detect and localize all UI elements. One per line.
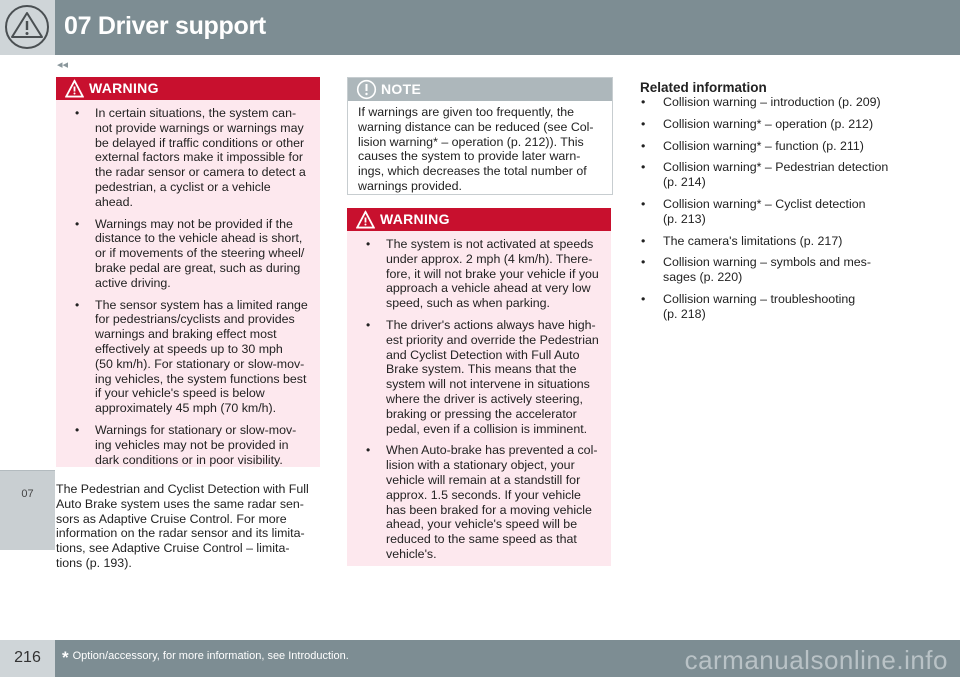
list-item-text: The system is not activated at speeds under approx. 2 mph (4 km/h). There- fore, it will not brake your vehicle if you approach a vehicle ahead at very low speed, such as when parking.: [386, 237, 599, 311]
list-item: [68, 423, 308, 467]
related-link[interactable]: [630, 95, 912, 110]
list-item: [359, 443, 599, 561]
warning-list: [347, 231, 611, 577]
list-item: [68, 298, 308, 416]
list-item-text: The sensor system has a limited range for pedestrians/cyclists and provides warnings and braking effect most effectively at speeds up to 30 mph (50 km/h). For stationary or slow-mov- ing vehicles, the system functions best if your vehicle's speed is below approximately 45 mph (70 km/h).: [95, 297, 308, 416]
watermark: carmanualsonline.info: [684, 645, 948, 675]
list-item: [359, 318, 599, 436]
related-link[interactable]: [630, 292, 912, 322]
related-link-text[interactable]: The camera's limitations (p. 217): [663, 233, 843, 248]
page-header: [0, 0, 960, 55]
list-item-text: The driver's actions always have high- est priority and override the Pedestrian and Cyclist Detection with Full Auto Brake system. This means that the system will not intervene in situations where the driver is actively steering, braking or pressing the accelerator pedal, even if a collision is imminent.: [386, 317, 599, 436]
related-link-text[interactable]: Collision warning* – Pedestrian detection (p. 214): [663, 160, 889, 190]
back-nav-icon[interactable]: ◂◂: [57, 59, 69, 71]
related-link[interactable]: [630, 139, 912, 154]
related-link-text[interactable]: Collision warning* – Cyclist detection (p. 213): [663, 196, 866, 226]
list-item: [359, 237, 599, 311]
warning-triangle-icon: [355, 209, 376, 230]
warning-triangle-icon: [0, 0, 55, 55]
related-link-text[interactable]: Collision warning – symbols and mes- sages (p. 220): [663, 255, 871, 285]
list-item-text: Warnings for stationary or slow-mov- ing vehicles may not be provided in dark conditions or in poor visibility.: [95, 422, 297, 467]
related-info-title: Related information: [640, 80, 767, 95]
warning-title: WARNING: [89, 80, 159, 96]
note-box: [347, 77, 613, 195]
footnote-star: *: [62, 648, 69, 667]
note-text: If warnings are given too frequently, the warning distance can be reduced (see Col- lision warning* – operation (p. 212)). This causes the system to provide later warn- ings, which decreases the total number of warnings provided.: [358, 105, 594, 193]
related-link[interactable]: [630, 234, 912, 249]
note-header: [348, 78, 612, 101]
warning-triangle-icon: [64, 78, 85, 99]
related-link[interactable]: [630, 160, 912, 190]
warning-title: WARNING: [380, 211, 450, 227]
list-item-text: In certain situations, the system can- not provide warnings or warnings may be delayed if traffic conditions or other external factors make it impossible for the radar sensor or camera to detect a pedestrian, a cyclist or a vehicle ahead.: [95, 106, 306, 209]
chapter-title: 07 Driver support: [64, 12, 266, 40]
footnote: [62, 648, 349, 668]
related-info-list: [630, 95, 912, 329]
warning-header: [347, 208, 611, 231]
chapter-tab[interactable]: [0, 470, 55, 550]
footnote-text: Option/accessory, for more information, see Introduction.: [72, 650, 349, 662]
page-number: 216: [14, 649, 41, 666]
related-link-text[interactable]: Collision warning* – operation (p. 212): [663, 116, 874, 131]
list-item: [68, 217, 308, 291]
list-item-text: Warnings may not be provided if the distance to the vehicle ahead is short, or if movements of the steering wheel/ brake pedal are great, such as during active driving.: [95, 216, 305, 290]
related-link-text[interactable]: Collision warning – introduction (p. 209): [663, 95, 881, 109]
related-link[interactable]: [630, 117, 912, 132]
note-title: NOTE: [381, 81, 422, 97]
warning-list: [56, 100, 320, 482]
related-link[interactable]: [630, 255, 912, 285]
header-icon-box: [0, 0, 55, 55]
left-rail: [0, 55, 55, 640]
list-item: [68, 106, 308, 210]
page-number-box: [0, 640, 55, 677]
warning-header: [56, 77, 320, 100]
info-icon: [356, 79, 377, 100]
related-link-text[interactable]: Collision warning – troubleshooting (p. 218): [663, 291, 856, 321]
warning-box: [56, 77, 320, 467]
warning-box: [347, 208, 611, 566]
related-link[interactable]: [630, 197, 912, 227]
list-item-text: When Auto-brake has prevented a col- lision with a stationary object, your vehicle will remain at a standstill for approx. 1.5 seconds. If your vehicle has been braked for a moving vehicle ahead, your vehicle's speed will be reduced to the same speed as that vehicle's.: [386, 443, 598, 561]
chapter-tab-label: 07: [21, 488, 34, 500]
related-link-text[interactable]: Collision warning* – function (p. 211): [663, 138, 864, 153]
body-paragraph: The Pedestrian and Cyclist Detection with Full Auto Brake system uses the same radar sen- sors as Adaptive Cruise Control. For more information on the radar sensor and its limita- tions, see Adaptive Cruise Control – limita- tions (p. 193).: [56, 482, 309, 570]
